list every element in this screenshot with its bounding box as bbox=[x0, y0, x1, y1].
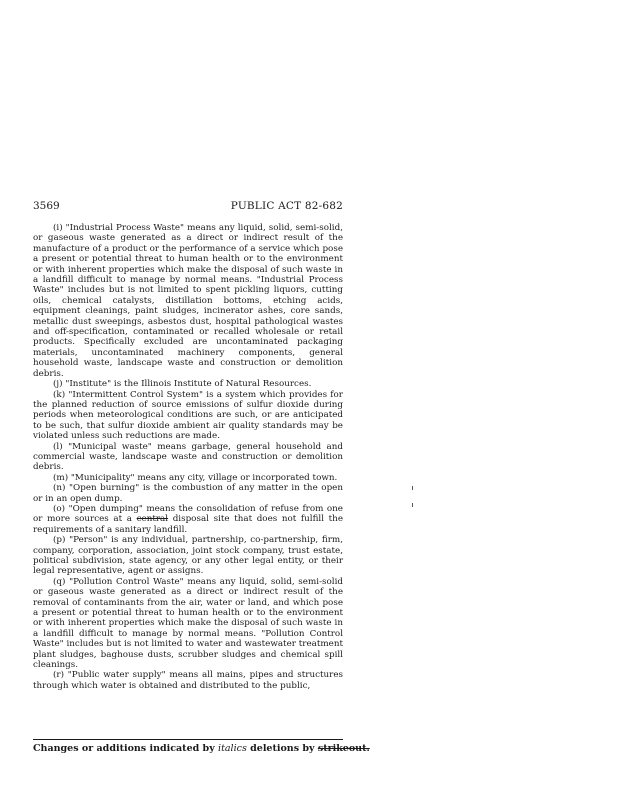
paragraph-p: (p) "Person" is any individual, partnership, co-partnership, firm, company, corporation, association, joint stock company, trust estate, political subdivision, state agency, or any other legal entity, or their legal representative, agent or assigns. bbox=[33, 535, 343, 577]
paragraph-r: (r) "Public water supply" means all mains, pipes and structures through which water is obtained and distributed to the public, bbox=[33, 670, 343, 691]
margin-mark bbox=[412, 486, 413, 490]
footer-divider bbox=[33, 739, 343, 740]
paragraph-n: (n) "Open burning" is the combustion of any matter in the open or in an open dump. bbox=[33, 483, 343, 504]
act-title: PUBLIC ACT 82-682 bbox=[230, 200, 343, 212]
footer-prefix: Changes or additions indicated by bbox=[33, 743, 219, 754]
paragraph-m: (m) "Municipality" means any city, village or incorporated town. bbox=[53, 472, 338, 483]
paragraph-o-text-before: (o) "Open dumping" means the consolidation of refuse from one or more sources at a bbox=[33, 503, 343, 525]
margin-mark bbox=[412, 503, 413, 507]
paragraph-k: (k) "Intermittent Control System" is a system which provides for the planned reduction of source emissions of sulfur dioxide during periods when meteorological conditions are such, or are anticipated to be such, that sulfur dioxide ambient air quality standards may be violated unless such reductions are made. bbox=[33, 389, 343, 442]
page-number: 3569 bbox=[33, 200, 60, 212]
paragraph-l: (l) "Municipal waste" means garbage, general household and commercial waste, landscape waste and construction or demolition debris. bbox=[33, 441, 343, 473]
running-head bbox=[33, 199, 343, 213]
footer-italics-word: italics bbox=[218, 743, 247, 754]
footer-strikeout-word: strikeout. bbox=[317, 743, 370, 754]
struck-word: central bbox=[136, 514, 169, 525]
paragraph-q: (q) "Pollution Control Waste" means any liquid, solid, semi-solid or gaseous waste generated as a direct or indirect result of the removal of contaminants from the air, water or land, and which pose a present or potential threat to human health or to the environment or with inherent properties which make the disposal of such waste in a landfill difficult to manage by normal means. "Pollution Control Waste" includes but is not limited to water and wastewater treatment plant sludges, baghouse dusts, scrubber sludges and chemical spill cleanings. bbox=[33, 576, 343, 671]
paragraph-i: (i) "Industrial Process Waste" means any liquid, solid, semi-solid, or gaseous waste generated as a direct or indirect result of the manufacture of a product or the performance of a service which pose a present or potential threat to human health or to the environment or with inherent properties which make the disposal of such waste in a landfill difficult to manage by normal means. "Industrial Process Waste" includes but is not limited to spent pickling liquors, cutting oils, chemical catalysts, distillation bottoms, etching acids, equipment cleanings, paint sludges, incinerator ashes, core sands, metallic dust sweepings, asbestos dust, hospital pathological wastes and off-specification, contaminated or recalled wholesale or retail products. Specifically excluded are uncontaminated packaging materials, uncontaminated machinery components, general household waste, landscape waste and construction or demolition debris. bbox=[33, 223, 343, 379]
paragraph-j: (j) "Institute" is the Illinois Institute of Natural Resources. bbox=[53, 379, 312, 390]
body-text bbox=[33, 223, 343, 691]
footer-note bbox=[33, 743, 370, 755]
paragraph-o-text-after: disposal site that does not fulfill the requirements of a sanitary landfill. bbox=[33, 514, 343, 535]
paragraph-o bbox=[33, 504, 343, 535]
footer-middle: deletions by bbox=[246, 743, 318, 754]
